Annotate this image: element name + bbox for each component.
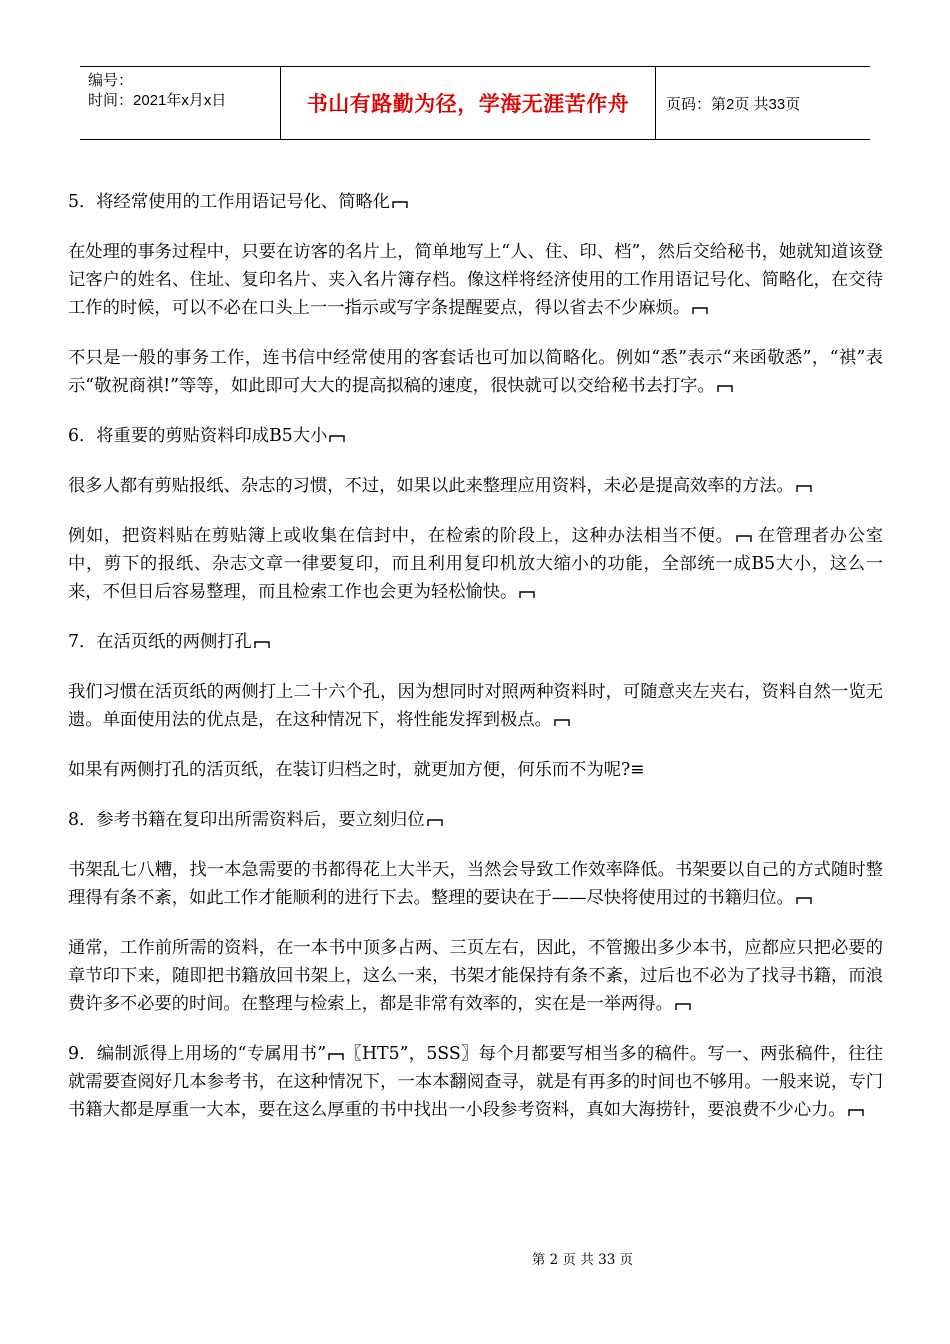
paragraph (68, 756, 883, 784)
paragraph-mark-icon (328, 1051, 344, 1061)
paragraph-text: 不只是一般的事务工作，连书信中经常使用的客套话也可加以简略化。例如“悉”表示“来函敬悉”，“祺”表示“敬祝商祺!”等等，如此即可大大的提高拟稿的速度，很快就可以交给秘书去打字。 (68, 348, 883, 396)
paragraph-mark-icon (736, 533, 752, 543)
paragraph (68, 188, 883, 216)
paragraph-text: 6．将重要的剪贴资料印成B5大小 (68, 426, 328, 446)
paragraph-mark-icon (329, 433, 345, 443)
paragraph (68, 934, 883, 1018)
paragraph-mark-icon (675, 1001, 691, 1011)
header-motto: 书山有路勤为径，学海无涯苦作舟 (280, 67, 656, 139)
paragraph (68, 628, 883, 656)
paragraph (68, 522, 883, 606)
paragraph-text-continued: 在管理者办公室中，剪下的报纸、杂志文章一律要复印，而且利用复印机放大缩小的功能，全部统一成B5大小，这么一来，不但日后容易整理，而且检索工作也会更为轻松愉快。 (68, 526, 883, 602)
date-label: 时间：2021年x月x日 (88, 92, 227, 109)
paragraph-mark-icon (427, 817, 443, 827)
paragraph-mark-icon (692, 305, 708, 315)
paragraph-text: 很多人都有剪贴报纸、杂志的习惯，不过，如果以此来整理应用资料，未必是提高效率的方法。 (68, 476, 794, 496)
paragraph-text: 在处理的事务过程中，只要在访客的名片上，简单地写上“人、住、印、档”，然后交给秘书，她就知道该登记客户的姓名、住址、复印名片、夹入名片簿存档。像这样将经济使用的工作用语记号化、简略化，在交待工作的时候，可以不必在口头上一一指示或写字条提醒要点，得以省去不少麻烦。 (68, 242, 883, 318)
number-label: 编号： (88, 72, 134, 89)
paragraph-mark-icon (554, 717, 570, 727)
paragraph (68, 856, 883, 912)
paragraph-mark-icon (796, 483, 812, 493)
paragraph (68, 344, 883, 400)
document-body (68, 188, 883, 1146)
paragraph (68, 238, 883, 322)
paragraph-mark-icon (796, 895, 812, 905)
header-page-label: 页码：第2页 共33页 (666, 95, 801, 113)
paragraph-text-continued: 〖HT5”，5SS〗每个月都要写相当多的稿件。写一、两张稿件，往往就需要查阅好几本参考书，在这种情况下，一本本翻阅查寻，就是有再多的时间也不够用。一般来说，专门书籍大都是厚重一大本，要在这么厚重的书中找出一小段参考资料，真如大海捞针，要浪费不少心力。 (68, 1044, 884, 1120)
paragraph-text: 书架乱七八糟，找一本急需要的书都得花上大半天，当然会导致工作效率降低。书架要以自己的方式随时整理得有条不紊，如此工作才能顺利的进行下去。整理的要诀在于——尽快将使用过的书籍归位。 (68, 860, 883, 908)
paragraph-mark-icon (392, 199, 408, 209)
paragraph-text: 8．参考书籍在复印出所需资料后，要立刻归位 (68, 810, 425, 830)
paragraph-text: 我们习惯在活页纸的两侧打上二十六个孔，因为想同时对照两种资料时，可随意夹左夹右，资料自然一览无遗。单面使用法的优点是，在这种情况下，将性能发挥到极点。 (68, 682, 883, 730)
paragraph-mark-icon (848, 1107, 864, 1117)
page-header (80, 66, 870, 140)
paragraph-text: 如果有两侧打孔的活页纸，在装订归档之时，就更加方便，何乐而不为呢?≡ (68, 760, 645, 780)
paragraph (68, 1040, 883, 1124)
paragraph (68, 422, 883, 450)
paragraph-text: 通常，工作前所需的资料，在一本书中顶多占两、三页左右，因此，不管搬出多少本书，应都应只把必要的章节印下来，随即把书籍放回书架上，这么一来，书架才能保持有条不紊，过后也不必为了找寻书籍，而浪费许多不必要的时间。在整理与检索上，都是非常有效率的，实在是一举两得。 (68, 938, 883, 1014)
paragraph (68, 678, 883, 734)
paragraph (68, 472, 883, 500)
page-footer: 第 2 页 共 33 页 (531, 1252, 634, 1268)
paragraph-mark-icon (254, 639, 270, 649)
paragraph-text: 9．编制派得上用场的“专属用书” (68, 1044, 327, 1064)
paragraph-text: 7．在活页纸的两侧打孔 (68, 632, 252, 652)
paragraph-text: 例如，把资料贴在剪贴簿上或收集在信封中，在检索的阶段上，这种办法相当不便。 (68, 526, 734, 546)
paragraph-mark-icon (519, 589, 535, 599)
paragraph-mark-icon (717, 383, 733, 393)
paragraph (68, 806, 883, 834)
paragraph-text: 5．将经常使用的工作用语记号化、简略化 (68, 192, 391, 212)
header-meta (80, 67, 280, 139)
